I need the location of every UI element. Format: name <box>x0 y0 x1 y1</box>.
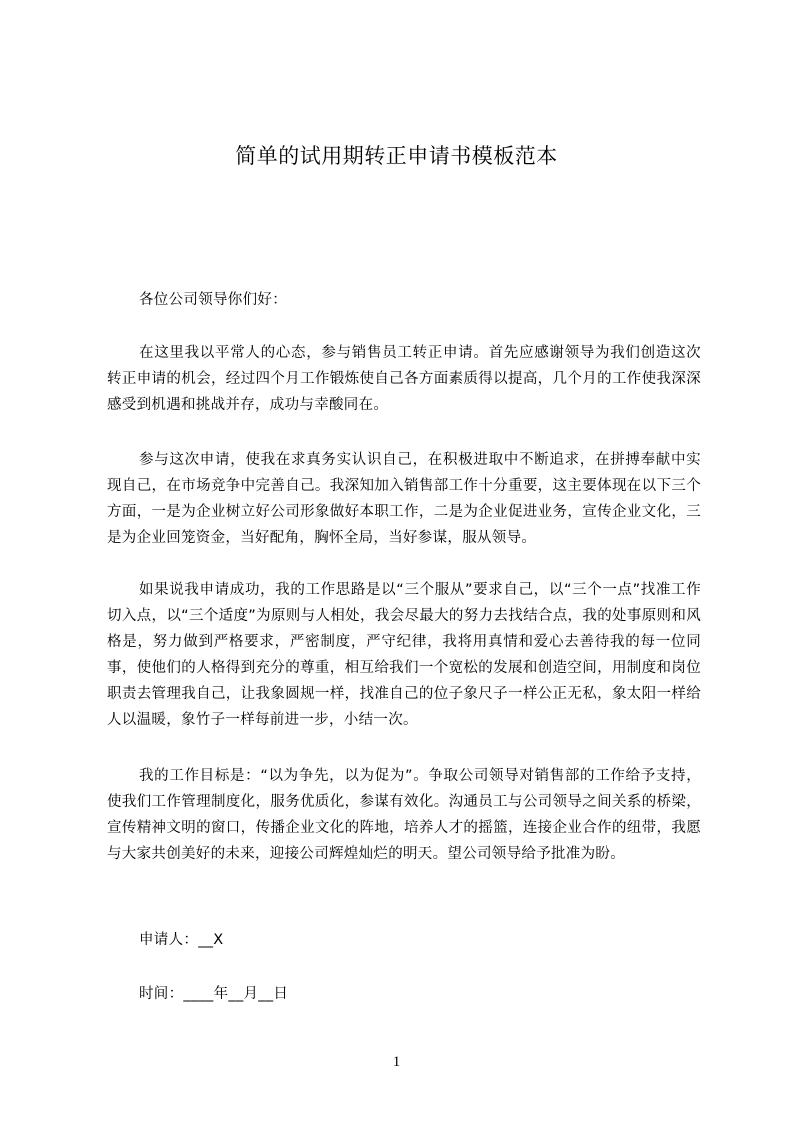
date-line: 时间：____年__月__日 <box>139 986 289 1002</box>
applicant-line: 申请人：__X <box>139 932 224 948</box>
page-number: 1 <box>392 1054 401 1070</box>
document-title: 简单的试用期转正申请书模板范本 <box>235 144 558 168</box>
paragraph-4: 我的工作目标是：“以为争先，以为促为”。争取公司领导对销售部的工作给予支持，使我们工作管理制度化，服务优质化，参谋有效化。沟通员工与公司领导之间关系的桥梁，宣传精神文明的窗口，传播企业文化的阵地，培养人才的摇篮，连接企业合作的纽带，我愿与大家共创美好的未来，迎接公司辉煌灿烂的明天。望公司领导给予批准为盼。 <box>107 768 701 862</box>
paragraph-3: 如果说我申请成功，我的工作思路是以“三个服从”要求自己，以“三个一点”找准工作切入点，以“三个适度”为原则与人相处，我会尽最大的努力去找结合点，我的处事原则和风格是，努力做到严格要求，严密制度，严守纪律，我将用真情和爱心去善待我的每一位同事，使他们的人格得到充分的尊重，相互给我们一个宽松的发展和创造空间，用制度和岗位职责去管理我自己，让我象圆规一样，找准自己的位子象尺子一样公正无私，象太阳一样给人以温暖，象竹子一样每前进一步，小结一次。 <box>107 582 701 728</box>
paragraph-1: 在这里我以平常人的心态，参与销售员工转正申请。首先应感谢领导为我们创造这次转正申请的机会，经过四个月工作锻炼使自己各方面素质得以提高，几个月的工作使我深深感受到机遇和挑战并存，成功与幸酸同在。 <box>107 345 701 413</box>
salutation: 各位公司领导你们好： <box>139 292 287 308</box>
paragraph-2: 参与这次申请，使我在求真务实认识自己，在积极进取中不断追求，在拼搏奉献中实现自己，在市场竞争中完善自己。我深知加入销售部工作十分重要，这主要体现在以下三个方面，一是为企业树立好公司形象做好本职工作，二是为企业促进业务，宣传企业文化，三是为企业回笼资金，当好配角，胸怀全局，当好参谋，服从领导。 <box>107 452 701 546</box>
